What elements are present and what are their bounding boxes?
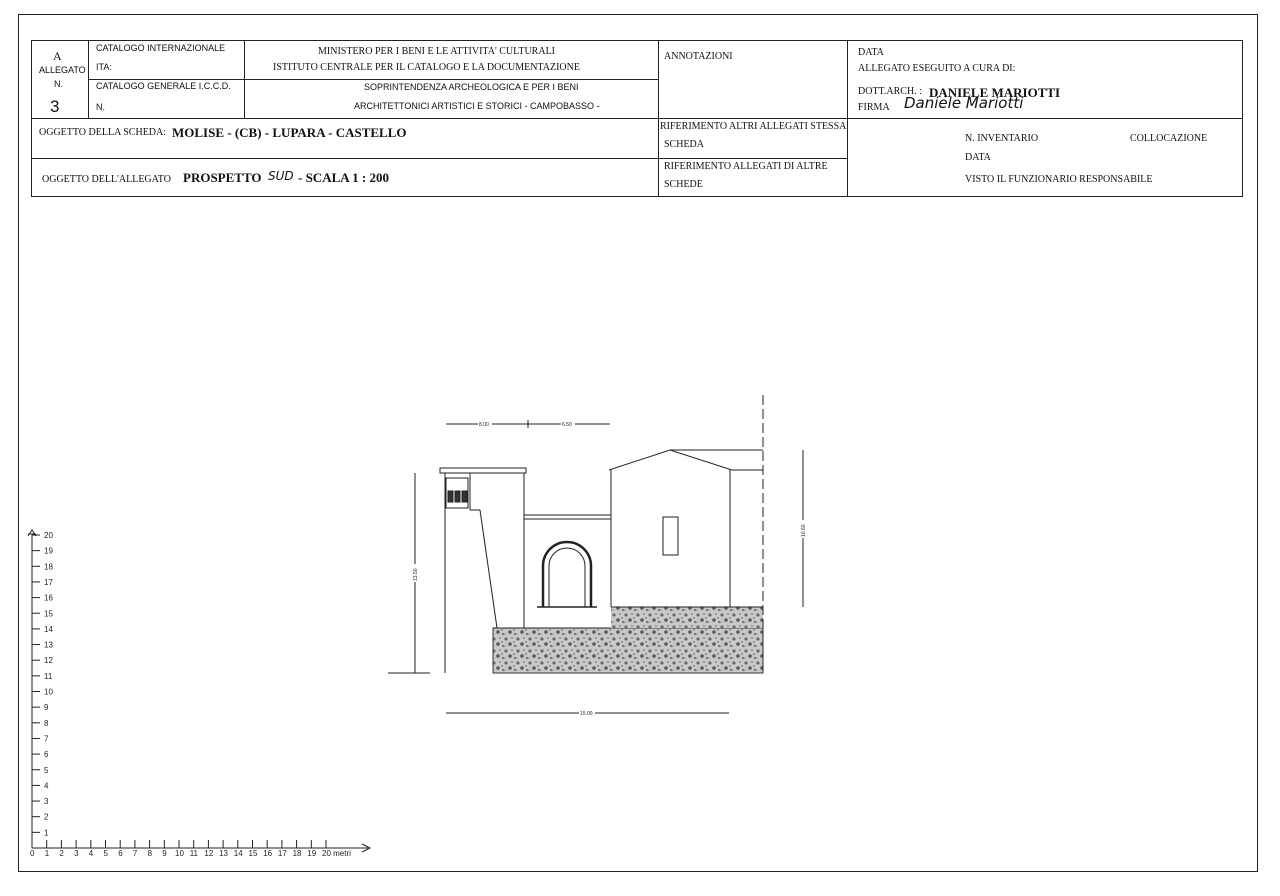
x-scale-label: 19 bbox=[307, 849, 317, 858]
dott-arch-label: DOTT.ARCH. : bbox=[858, 86, 922, 97]
x-scale-label: 18 bbox=[292, 849, 302, 858]
x-scale-label: 4 bbox=[88, 849, 94, 858]
x-scale-label: 9 bbox=[162, 849, 167, 858]
y-scale-label: 1 bbox=[44, 828, 49, 838]
x-scale-label: 0 bbox=[30, 849, 35, 858]
y-scale-label: 11 bbox=[44, 671, 53, 681]
scala-label: - SCALA 1 : 200 bbox=[298, 170, 390, 185]
x-scale-label: 14 bbox=[233, 849, 243, 858]
dim-top-left: 8.00 bbox=[479, 422, 489, 428]
soprintendenza-line-2: ARCHITETTONICI ARTISTICI E STORICI - CAMPOBASSO - bbox=[354, 101, 600, 111]
y-scale-label: 12 bbox=[44, 656, 53, 666]
rif-altre-line-1: RIFERIMENTO ALLEGATI DI ALTRE bbox=[664, 161, 828, 172]
y-scale-label: 20 bbox=[44, 531, 53, 540]
rif-stessa-line-2: SCHEDA bbox=[664, 139, 705, 150]
y-scale-label: 15 bbox=[44, 609, 53, 619]
y-scale-label: 2 bbox=[44, 812, 49, 822]
oggetto-scheda-value: MOLISE - (CB) - LUPARA - CASTELLO bbox=[172, 125, 407, 140]
data-label-2: DATA bbox=[965, 152, 991, 163]
catalogo-internazionale: CATALOGO INTERNAZIONALE bbox=[96, 43, 226, 53]
dim-bottom: 15.00 bbox=[580, 711, 593, 717]
collocazione-label: COLLOCAZIONE bbox=[1130, 133, 1208, 144]
x-scale-label: 20 metri bbox=[322, 849, 351, 858]
prospetto-handwritten: SUD bbox=[268, 169, 294, 183]
y-scale-label: 7 bbox=[44, 734, 49, 744]
soprintendenza-line-1: SOPRINTENDENZA ARCHEOLOGICA E PER I BENI bbox=[364, 82, 579, 92]
dim-left-height: 13.50 bbox=[413, 568, 419, 581]
prospetto-label: PROSPETTO bbox=[183, 170, 262, 185]
visto-label: VISTO IL FUNZIONARIO RESPONSABILE bbox=[965, 174, 1153, 185]
dim-top-right: 6.50 bbox=[562, 422, 572, 428]
catalogo-generale: CATALOGO GENERALE I.C.C.D. bbox=[96, 81, 231, 91]
dim-right-height: 10.60 bbox=[801, 524, 807, 537]
y-scale-label: 3 bbox=[44, 797, 49, 807]
annotazioni-label: ANNOTAZIONI bbox=[664, 51, 733, 62]
y-scale-label: 19 bbox=[44, 546, 53, 556]
x-scale-label: 11 bbox=[189, 849, 199, 858]
y-scale-label: 14 bbox=[44, 624, 53, 634]
rif-stessa-line-1: RIFERIMENTO ALTRI ALLEGATI STESSA bbox=[660, 121, 847, 132]
oggetto-scheda-label: OGGETTO DELLA SCHEDA: bbox=[39, 127, 167, 138]
author-name: DANIELE MARIOTTI bbox=[929, 85, 1061, 100]
ita-label: ITA: bbox=[96, 62, 112, 72]
istituto-line: ISTITUTO CENTRALE PER IL CATALOGO E LA DOCUMENTAZIONE bbox=[273, 62, 580, 73]
data-label: DATA bbox=[858, 47, 884, 58]
x-scale-label: 17 bbox=[277, 849, 287, 858]
x-scale-label: 13 bbox=[219, 849, 229, 858]
y-scale-label: 5 bbox=[44, 765, 49, 775]
y-scale-label: 17 bbox=[44, 577, 53, 587]
allegato-number: 3 bbox=[50, 97, 60, 116]
y-scale-label: 6 bbox=[44, 750, 49, 760]
x-scale-label: 8 bbox=[147, 849, 153, 858]
x-scale-label: 3 bbox=[74, 849, 79, 858]
oggetto-allegato-label: OGGETTO DELL'ALLEGATO bbox=[42, 174, 171, 185]
y-scale-label: 8 bbox=[44, 718, 49, 728]
y-scale-label: 9 bbox=[44, 703, 49, 713]
ministero-line: MINISTERO PER I BENI E LE ATTIVITA' CULTURALI bbox=[318, 46, 556, 57]
x-scale-label: 15 bbox=[248, 849, 258, 858]
y-scale-label: 16 bbox=[44, 593, 53, 603]
y-scale-label: 13 bbox=[44, 640, 53, 650]
x-scale-label: 5 bbox=[103, 849, 108, 858]
x-scale-label: 10 bbox=[175, 849, 184, 858]
allegato-letter: A bbox=[53, 49, 62, 63]
x-scale-label: 1 bbox=[44, 849, 50, 858]
x-scale-label: 6 bbox=[118, 849, 123, 858]
n-label: N. bbox=[96, 102, 105, 112]
allegato-n-label: N. bbox=[54, 79, 63, 89]
signature: Daniele Mariotti bbox=[904, 94, 1024, 112]
x-scale-label: 2 bbox=[59, 849, 64, 858]
x-scale-label: 16 bbox=[263, 849, 273, 858]
rif-altre-line-2: SCHEDE bbox=[664, 179, 703, 190]
firma-label: FIRMA bbox=[858, 102, 890, 113]
eseguito-label: ALLEGATO ESEGUITO A CURA DI: bbox=[858, 63, 1016, 74]
x-scale-label: 12 bbox=[204, 849, 214, 858]
y-scale-label: 10 bbox=[44, 687, 53, 697]
y-scale-label: 4 bbox=[44, 781, 49, 791]
n-inventario-label: N. INVENTARIO bbox=[965, 133, 1039, 144]
y-scale-label: 18 bbox=[44, 562, 53, 572]
x-scale-label: 7 bbox=[132, 849, 138, 858]
allegato-label: ALLEGATO bbox=[39, 65, 86, 75]
